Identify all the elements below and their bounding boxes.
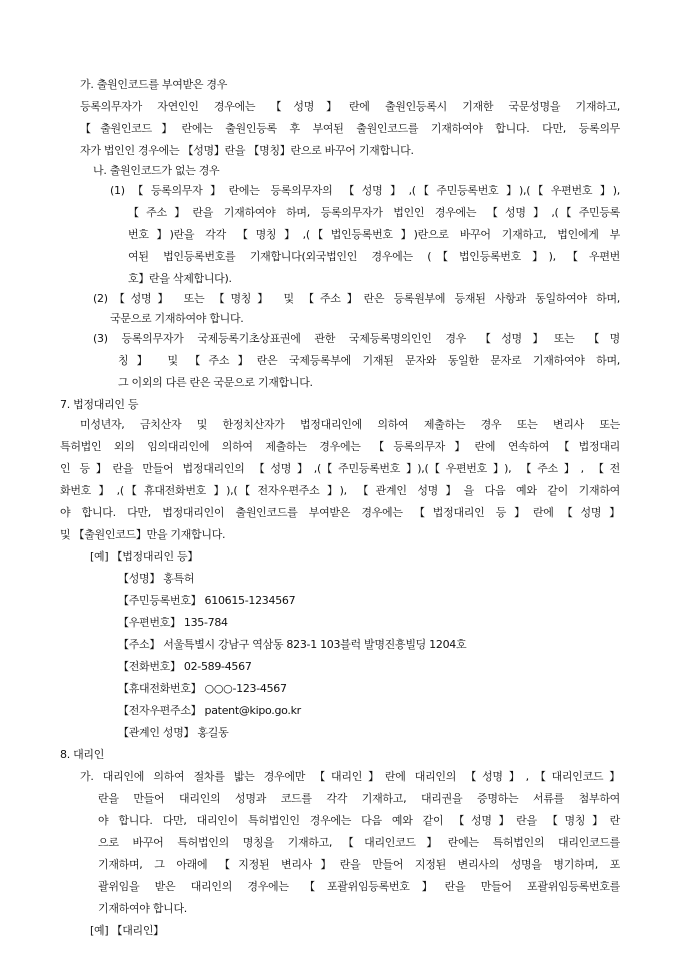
list-item-2: (2)【성명】 또는 【명칭】 및 【주소】란은 등록원부에 등재된 사항과 동일하여야 하며, [93,292,620,305]
example-line: 【우편번호】 135-784 [118,616,228,629]
heading-7b: 나. 출원인코드가 없는 경우 [93,164,220,177]
paragraph-line: 등록의무자가 자연인인 경우에는 【성명】란에 출원인등록시 기재한 국문성명을 기재하고, [80,100,620,113]
list-item-1-cont: 번호】)란을 각각 【명칭】,(【법인등록번호】)란으로 바꾸어 기재하고, 법인에게 부 [128,228,620,241]
paragraph-line: 화번호】,(【휴대전화번호】),(【전자우편주소】), 【관계인 성명】을 다음 예와 같이 기재하여 [60,484,620,497]
paragraph-line: 가. 대리인에 의하여 절차를 밟는 경우에만 【대리인】란에 대리인의 【성명】,【대리인코드】 [80,770,620,783]
paragraph-line: 기재하며, 그 아래에 【지정된 변리사】란을 만들어 지정된 변리사의 성명을 병기하며, 포 [98,858,620,871]
list-item-2-cont: 국문으로 기재하여야 합니다. [110,312,244,325]
list-item-3: (3) 등록의무자가 국제등록기초상표권에 관한 국제등록명의인인 경우 【성명】또는 【명 [93,332,620,345]
paragraph-line: 야 합니다. 다만, 대리인이 특허법인인 경우에는 다음 예와 같이 【성명】란을 【명칭】란 [98,814,620,827]
paragraph-line: 및 【출원인코드】만을 기재합니다. [60,528,226,541]
example-heading: [예] 【대리인】 [90,924,164,937]
paragraph-line: 특허법인 외의 임의대리인에 의하여 제출하는 경우에는 【등록의무자】란에 연속하여【법정대리 [60,440,620,453]
example-line: 【관계인 성명】 홍길동 [118,726,229,739]
list-item-1-cont: 여된 법인등록번호를 기재합니다(외국법인인 경우에는 (【법인등록번호】),【우편번 [128,250,620,263]
paragraph-line: 란을 만들어 대리인의 성명과 코드를 각각 기재하고, 대리권을 증명하는 서류를 첨부하여 [98,792,620,805]
example-line: 【전화번호】 02-589-4567 [118,660,252,673]
example-heading: [예] 【법정대리인 등】 [90,550,199,563]
example-line: 【주소】 서울특별시 강남구 역삼동 823-1 103블럭 발명진흥빌딩 1204호 [118,638,467,651]
list-item-1-cont: 【주소】란을 기재하여야 하며, 등록의무자가 법인인 경우에는 【성명】,(【주민등록 [128,206,620,219]
paragraph-line: 인 등】란을 만들어 법정대리인의 【성명】,(【주민등록번호】),(【우편번호】), 【주소】, 【전 [60,462,620,475]
paragraph-line: 야 합니다. 다만, 법정대리인이 출원인코드를 부여받은 경우에는 【법정대리인 등】란에【성명】 [60,506,620,519]
list-item-3-cont: 칭】 및 【주소】란은 국제등록부에 기재된 문자와 동일한 문자로 기재하여야 하며, [118,354,620,367]
list-item-1-cont: 호】란을 삭제합니다). [128,272,232,285]
example-line: 【주민등록번호】 610615-1234567 [118,594,296,607]
section-8-heading: 8. 대리인 [60,748,105,761]
paragraph-line: 기재하여야 합니다. [98,902,188,915]
paragraph-line: 괄위임을 받은 대리인의 경우에는 【포괄위임등록번호】란을 만들어 포괄위임등록번호를 [98,880,620,893]
paragraph-line: 【출원인코드】란에는 출원인등록 후 부여된 출원인코드를 기재하여야 합니다. 다만, 등록의무 [80,122,620,135]
example-line: 【휴대전화번호】 ○○○-123-4567 [118,682,287,695]
paragraph-line: 자가 법인인 경우에는 【성명】란을 【명칭】란으로 바꾸어 기재합니다. [80,144,414,157]
list-item-1: (1)【등록의무자】란에는 등록의무자의 【성명】,(【주민등록번호】),(【우편번호】), [110,184,620,197]
section-7-heading: 7. 법정대리인 등 [60,398,139,411]
example-line: 【성명】 홍특허 [118,572,195,585]
heading-7a: 가. 출원인코드를 부여받은 경우 [80,78,228,91]
list-item-3-cont: 그 이외의 다른 란은 국문으로 기재합니다. [118,376,313,389]
paragraph-line: 미성년자, 금치산자 및 한정치산자가 법정대리인에 의하여 제출하는 경우 또는 변리사 또는 [80,418,620,431]
paragraph-line: 으로 바꾸어 특허법인의 명칭을 기재하고,【대리인코드】란에는 특허법인의 대리인코드를 [98,836,620,849]
example-line: 【전자우편주소】 patent@kipo.go.kr [118,704,301,717]
